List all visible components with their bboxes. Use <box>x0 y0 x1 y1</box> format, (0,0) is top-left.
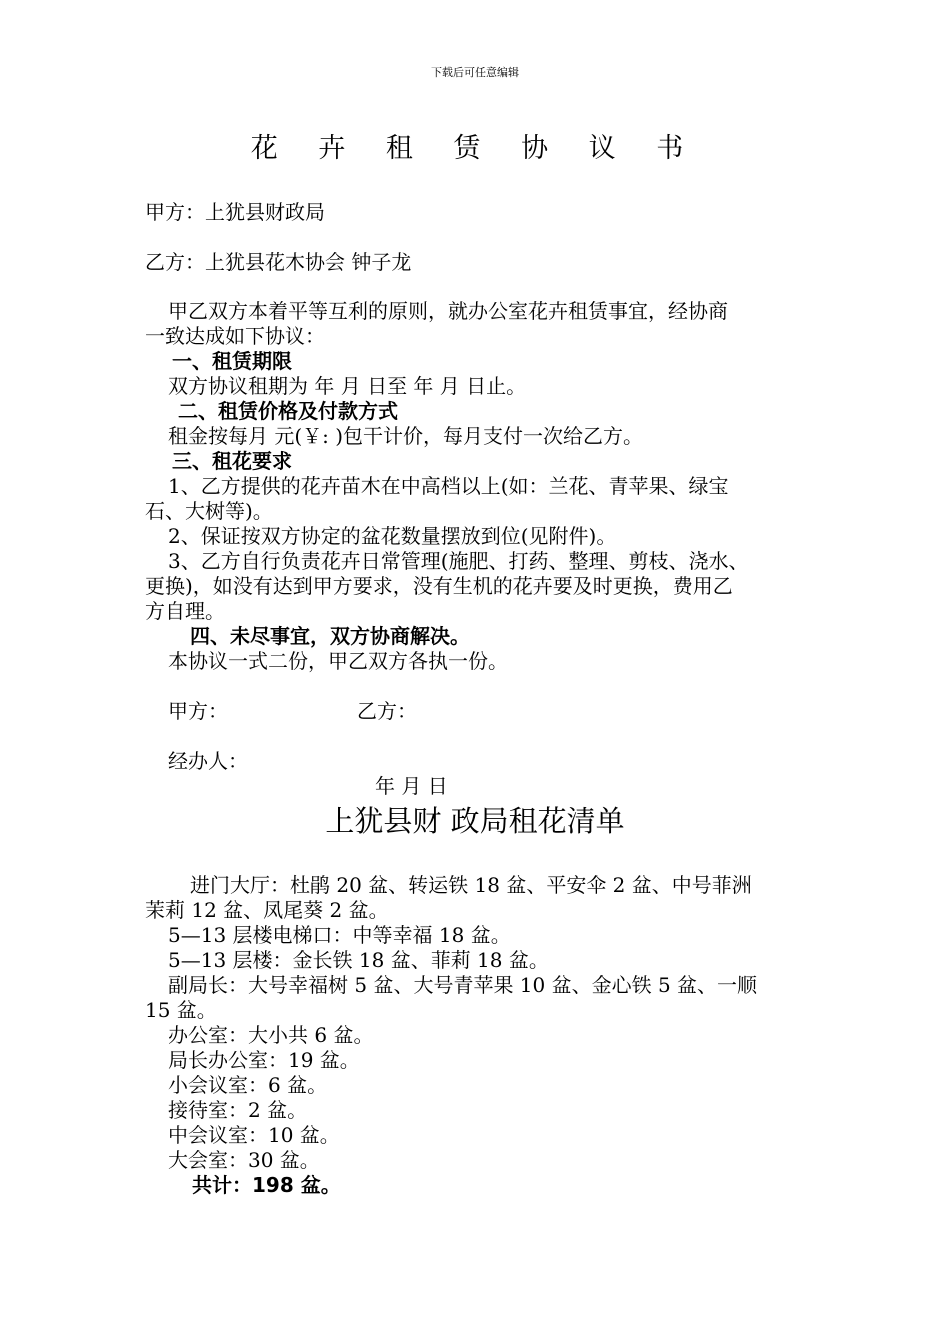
section-3-item-3a: 3、乙方自行负责花卉日常管理(施肥、打药、整理、剪枝、浇水、 <box>168 549 749 573</box>
list-title: 上犹县财 政局租花清单 <box>325 804 625 838</box>
section-3-item-3b: 更换)，如没有达到甲方要求，没有生机的花卉要及时更换，费用乙 <box>145 574 733 598</box>
agreement-title: 花 卉 租 赁 协 议 书 <box>250 133 700 164</box>
list-director-office: 局长办公室：19 盆。 <box>168 1048 360 1072</box>
list-large-meeting: 大会室：30 盆。 <box>168 1148 320 1172</box>
signature-party-a: 甲方： <box>168 699 228 723</box>
intro-line-1: 甲乙双方本着平等互利的原则，就办公室花卉租赁事宜，经协商 <box>168 299 728 323</box>
list-lobby-a: 进门大厅：杜鹃 20 盆、转运铁 18 盆、平安伞 2 盆、中号菲洲 <box>190 873 752 897</box>
section-1-text: 双方协议租期为 年 月 日至 年 月 日止。 <box>168 374 527 398</box>
intro-line-2: 一致达成如下协议： <box>145 324 325 348</box>
list-reception: 接待室：2 盆。 <box>168 1098 308 1122</box>
section-3-heading: 三、租花要求 <box>172 449 292 473</box>
page-header-note: 下载后可任意编辑 <box>431 66 519 79</box>
copies-text: 本协议一式二份，甲乙双方各执一份。 <box>168 649 508 673</box>
list-lobby-b: 茉莉 12 盆、凤尾葵 2 盆。 <box>145 898 389 922</box>
section-4-heading: 四、未尽事宜，双方协商解决。 <box>190 624 470 648</box>
section-3-item-2: 2、保证按双方协定的盆花数量摆放到位(见附件)。 <box>168 524 617 548</box>
section-2-text: 租金按每月 元(￥: )包干计价，每月支付一次给乙方。 <box>168 424 644 448</box>
list-total: 共计：198 盆。 <box>192 1173 341 1197</box>
section-3-item-3c: 方自理。 <box>145 599 225 623</box>
list-medium-meeting: 中会议室：10 盆。 <box>168 1123 340 1147</box>
section-2-heading: 二、租赁价格及付款方式 <box>178 399 398 423</box>
section-3-item-1b: 石、大树等)。 <box>145 499 273 523</box>
handler-label: 经办人： <box>168 749 248 773</box>
list-deputy-a: 副局长：大号幸福树 5 盆、大号青苹果 10 盆、金心铁 5 盆、一顺 <box>168 973 758 997</box>
list-floors: 5—13 层楼：金长铁 18 盆、菲莉 18 盆。 <box>168 948 549 972</box>
list-deputy-b: 15 盆。 <box>145 998 217 1022</box>
list-office: 办公室：大小共 6 盆。 <box>168 1023 374 1047</box>
party-b-line: 乙方：上犹县花木协会 钟子龙 <box>145 250 412 274</box>
list-elevator: 5—13 层楼电梯口：中等幸福 18 盆。 <box>168 923 511 947</box>
section-1-heading: 一、租赁期限 <box>172 349 292 373</box>
party-a-line: 甲方：上犹县财政局 <box>145 200 325 224</box>
list-small-meeting: 小会议室：6 盆。 <box>168 1073 328 1097</box>
signature-party-b: 乙方： <box>357 699 417 723</box>
date-line: 年 月 日 <box>375 774 448 798</box>
section-3-item-1a: 1、乙方提供的花卉苗木在中高档以上(如：兰花、青苹果、绿宝 <box>168 474 729 498</box>
